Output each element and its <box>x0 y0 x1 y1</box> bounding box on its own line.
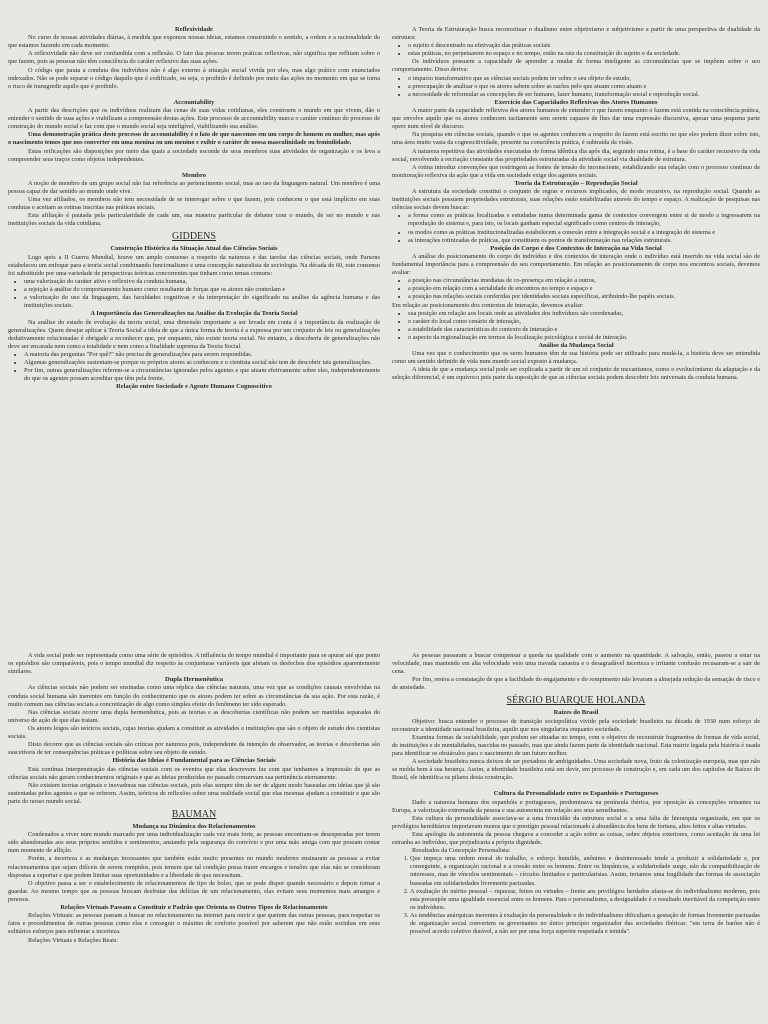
list-item: • o impacto transformativo que as ciências sociais podem ter sobre o seu objeto de estudo, <box>408 75 760 83</box>
paragraph: A sociedade brasileira nunca deixou de ser portadora de ambiguidades. Uma sociedade nova, fruto da colonização europeia, mas que não se molda bem à sua herança. Assim, a identidade brasileira está em devir, em processo de construção e, em cada um dos capítulos de Raízes do Brasil, ele identifica os pilares desta construção. <box>392 758 760 782</box>
paragraph: A noção de membro de um grupo social não faz referência ao pertencimento social, mas ao uso da linguagem natural. Um membro é uma pessoa capaz de dar sentido ao mundo onde vive. <box>8 179 380 196</box>
paragraph: Objetivo: busca entender o processo de transição sociopolítica vivido pela sociedade brasileira na década de 1930 num esforço de reconstruir a identidade nacional brasileira, aquilo que nos singulariza enquanto sociedade. <box>392 717 760 733</box>
paragraph: A Teoria da Estruturação busca reconceituar o dualismo entre objetivismo e subjetivismo a partir de uma perspectiva de dualidade da estrutura: <box>392 26 760 42</box>
list-item: • a forma como as práticas localizadas e estudadas numa determinada gama de contextos convergem entre si de modo a ingressarem na reprodução do sistema e, para isto, os locais ganham especial significado como centros de interação, <box>408 212 760 228</box>
paragraph: No curso de nossas atividades diárias, à medida que expomos nossas ideias, estamos construindo o sentido, a ordem e a racionalidade do que estamos fazendo em cada momento. <box>8 34 380 50</box>
paragraph: Uma vez afiliados, os membros não tem necessidade de se interrogar sobre o que fazem, pois conhecem o que está implícito em suas condutas e aceitam as rotinas inscritas nas práticas sociais. <box>8 196 380 212</box>
list-item: • o sujeito é descentrado na efetivação das práticas sociais <box>408 42 760 50</box>
list-item: • a posição nas relações sociais conferidas por identidades sociais específicas, atribuindo-lhe papéis sociais. <box>408 293 760 301</box>
subheading: Exercício das Capacidades Reflexivas dos Atores Humanos <box>494 98 658 106</box>
author-title-bauman: BAUMAN <box>171 809 217 820</box>
bullet-list <box>392 212 760 244</box>
paragraph: Uma vez que o conhecimento que os seres humanos têm de sua história pode ser utilizado para mudá-la, a história deve ser entendida como um sentido definido de vida num mundo social exposto à mudança. <box>392 350 760 366</box>
bullet-list <box>392 310 760 342</box>
paragraph: Esta cultura da personalidade associava-se a uma frouxidão da estrutura social e a uma falta de hierarquia organizada, em que os privilégios hereditários importavam menos que o prestígio pessoal relacionado à abundância dos bens de fortuna, altos feitos e altas virtudes. <box>392 814 760 830</box>
list-item: • sua posição em relação aos locais onde as atividades dos indivíduos são coordenadas, <box>408 310 760 318</box>
paragraph: A natureza repetitiva das atividades executadas de forma idêntica dia após dia, seguindo uma rotina, é a base do caráter recursivo da vida social, envolvendo a recriação constante das propriedades estruturadas da atividade social via dualidade de estrutura. <box>392 147 760 163</box>
paragraph: Na análise do estado de evolução da teoria social, uma dimensão importante a ser levada em conta é a importância da realização de generalizações. Quem desejar aplicar à Teoria Social a ideia de que a única forma de teoria é a expressa por um conjunto de leis ou generalizações dedutivamente relacionadas é obrigado a reconhecer que, por enquanto, não existe teoria social. No entanto, a descoberta de generalizações não deve ser encarada nem como a totalidade e nem como a finalidade suprema da Teoria Social. <box>8 318 380 350</box>
subheading: História das Ideias é Fundamental para as Ciências Sociais <box>112 757 276 765</box>
paragraph: Resultados da Concepção Personalista: <box>412 847 511 855</box>
paragraph: A partir das descrições que os indivíduos realizam das cenas de suas vidas cotidianas, eles constroem o mundo em que vivem, dão o entender o sentido de suas ações e viabilizam a compreensão destas ações. Este processo de accountability marca o caráter contínuo do processo de construção do mundo social e faz com que o mundo social seja inteligível, viabilizando sua análise. <box>8 107 380 131</box>
bullet-list <box>392 277 760 301</box>
paragraph: As ciências sociais não podem ser ensinadas como uma réplica das ciências naturais, uma vez que as condições causais envolvidas na conduta social humana são inerentes em função do conhecimento que os atores podem ter sobre as circunstâncias da sua ação. Por esta razão, é muito comum nas ciências sociais a concretização de algo como simples efeito do fenômeno ter sido esperado. <box>8 684 380 708</box>
paragraph: Disto decorre que as ciências sociais são críticas por natureza pois, independente da intenção de observador, as teorias e descobertas são suscetíveis de ter consequências práticas e políticas sobre seu objeto de estudo. <box>8 741 380 757</box>
list-item: • a posição nas circunstâncias imediatas de co-presença em relação a outros, <box>408 277 760 285</box>
paragraph: Os indivíduos possuem a capacidade de aprender a mudar de forma inteligente as circunstâncias que se impõem sobre o seu comportamento. Disso deriva: <box>392 58 760 74</box>
paragraph: A ideia de que a mudança social pode ser explicada a partir de um só conjunto de mecanismos, como o evolucionismo da adaptação e da seleção diferencial, é um equívoco pois parte da suposição de que as ciências sociais podem descobrir leis universais da conduta humana. <box>392 366 760 382</box>
list-item: • Por fim, outras generalizações referem-se a circunstâncias ignoradas pelos agentes e que atuam efetivamente sobre eles, independentemente do que os agentes possam acreditar que têm pela frente. <box>24 367 380 383</box>
paragraph: Dado a natureza humana dos espanhóis e portugueses, predominava na península ibérica, por oposição às concepções reinantes na Europa, a valorização extremada da pessoa e sua autonomia em relação aos seus semelhantes. <box>392 798 760 814</box>
list-item: 3. As tendências anárquicas inerentes à exaltação da personalidade e do individualismo dificultam a gestação de formas livremente pactuadas de organização social convertem os governantes no único princípio organizador das sociedades ibéricas: "em terra de barões não é possível acordo coletivo durável, a não ser por uma força superior respeitada e temida". <box>410 912 760 936</box>
paragraph: Condenados a viver num mundo marcado por uma individualização cada vez mais forte, as pessoas encontram-se desesperadas por terem sido abandonadas aos seus próprios sentidos e sentimentos, ansiando pela segurança do convívio e por uma mão amiga com que possam contar num momento de aflição. <box>8 831 380 855</box>
paragraph: Porém, a incerteza e as mudanças incessantes que também estão muito presentes no mundo moderno ensinaram as pessoas a evitar relacionamentos que sejam difíceis de serem rompidos, pois temem que tal condição possa trazer encargos e tensões que elas não se consideram dispostas a suportar e que podem limitar suas oportunidades e a liberdade de que necessitam. <box>8 855 380 879</box>
subheading: Relações Virtuais Passam a Constituir o Padrão que Orienta os Outros Tipos de Relacionamento <box>60 904 328 912</box>
numbered-list <box>392 855 760 936</box>
paragraph: A maior parte da capacidade reflexiva dos atores humanos de entender o que fazem enquanto o fazem está contida na consciência prática, que envolve aquilo que os atores conhecem tacitamente sem serem capazes de lhes dar uma expressão discursiva, apesar uma pequena parte opere num nível de discurso. <box>392 107 760 131</box>
list-item: • a preocupação de analisar o que os atores sabem sobre as razões pelo que atuam como atuam e <box>408 83 760 91</box>
list-item: • a posição em relação com a serialidade de encontros no tempo e espaço e <box>408 285 760 293</box>
paragraph: Estas reificações são disposições por meio das quais a sociedade esconde de seus membros suas atividades de organização e os leva a compreender seus traços como objetos independentes. <box>8 147 380 163</box>
subheading: Cultura da Personalidade entre os Espanhóis e Portugueses <box>493 790 659 798</box>
list-item: • o caráter do local como cenário de interação, <box>408 318 760 326</box>
heading-accountability: Accountability <box>173 98 215 106</box>
paragraph: Não existem teorias originais e inovadoras nas ciências sociais, pois elas sempre têm de ser de algum modo baseadas em ideias que já são sustentadas pelos agentes a que se referem. Assim, teóricos de reflexões sobre uma realidade social que elas mesmas ajudam a constituir e que são parte do nosso mundo social. <box>8 781 380 805</box>
paragraph: Esta apologia da autonomia da pessoa chegava a conceder a ação sobre as coisas, sobre objetos exteriores, como aceitação da uma lei estranha ao indivíduo, que prejudicaria a própria dignidade. <box>392 831 760 847</box>
paragraph: Examina formas da sociabilidade, que podem ser situadas no tempo, com o objetivo de reconstruir fragmentos de formas de vida social, de instituições e de mentalidades, nascidas no passado, mas que ainda fazem parte da identidade nacional. Esta matriz legada pela história é usada para identificar os obstáculos para o nascimento de um futuro melhor. <box>392 733 760 758</box>
column-right-bottom <box>392 652 760 1024</box>
list-item: • uma valorização do caráter ativo e reflexivo da conduta humana, <box>24 278 380 286</box>
bullet-list <box>392 42 760 58</box>
list-item: • Algumas generalizações sustentam-se porque os próprios atores as conhecem e o cientista social não tem de descobrir tais generalizações. <box>24 359 380 367</box>
paragraph: Na pesquisa em ciências sociais, quando o que os agentes conhecem a respeito do fazem está escrito no que eles podem dizer sobre isto, uma área muito vasta da cognoscitividade, presente na consciência prática, é subtraída da visão. <box>392 131 760 147</box>
author-title-sergio: SÉRGIO BUARQUE HOLANDA <box>506 695 646 707</box>
author-title-giddens: GIDDENS <box>172 231 216 243</box>
subheading: Análise da Mudança Social <box>538 341 614 349</box>
paragraph: A rotina introduz convenções que restringem as fontes de tensão do inconsciente, estabilizando sua relação com o processo contínuo de monitoração reflexiva da ação que a vida em sociedade exige dos agentes sociais. <box>392 163 760 179</box>
list-item: • A maioria das perguntas "Por quê?" não precisa de generalizações para serem respondidas. <box>24 351 380 359</box>
list-item: • a estabilidade das características do contexto de interação e <box>408 326 760 334</box>
bullet-list <box>8 278 380 310</box>
paragraph: A análise do posicionamento do corpo do indivíduo e dos contextos de interação onde o indivíduo está inserido na vida social são de fundamental importância para a compreensão do seu comportamento. Em relação ao posicionamento de corpo nos encontros sociais, devemos avaliar: <box>392 252 760 277</box>
heading-membro: Membro <box>181 171 207 179</box>
list-item: 2. A exaltação do mérito pessoal – riquezas, feitos ou virtudes – frente aos privilégios herdados afasta-se do individualismo moderno, pois esta pressupõe uma igualdade essencial entre os homens. Para o personalismo, a desigualdade é o resultado inevitável da competição entre os indivíduos. <box>410 888 760 912</box>
paragraph: Esta afiliação é pautada pela particularidade de cada um, sua maneira particular de debater com o mundo, de ser no mundo e nas instituições sociais da vida cotidiana. <box>8 212 380 228</box>
column-right-top <box>392 26 760 526</box>
list-item: • as interações rotinizadas de práticas, que constituem os pontos de transformação nas relações estruturais. <box>408 237 760 245</box>
subheading: Mudança na Dinâmica dos Relacionamentos <box>132 823 256 830</box>
list-item: • estas práticas, no perpetuarem no espaço e no tempo, estão na raiz da constituição do sujeito e da sociedade. <box>408 50 760 58</box>
paragraph: Em relação ao posicionamento dos contextos de interação, devemos avaliar: <box>392 301 584 309</box>
list-item: • a rejeição à análise do comportamento humano como resultante de forças que os atores não controlam e <box>24 286 380 294</box>
paragraph: Por fim, restou a constatação de que a facilidade do engajamento e do rompimento não levaram a almejada redução da sensação de risco e de ansiedade. <box>392 676 760 692</box>
list-item: • os modos como as práticas institucionalizadas estabelecem a conexão entre a integração social e a integração do sistema e <box>408 229 760 237</box>
paragraph: Relações Virtuais: as pessoas passam a buscar no relacionamento na internet para ouvir e que querem das outras pessoas, para respeitar os fatos e procedimentos de outras pessoas como elas e conseguir o máximo de conforto possível por saberem que não estão sozinhas em seus solitários esforços para enfrentar a incerteza. <box>8 912 380 936</box>
paragraph: Relações Virtuais e Relações Reais: <box>28 936 119 944</box>
subheading: A Importância das Generalizações na Análise da Evolução da Teoria Social <box>90 310 298 318</box>
subheading: Relação entre Sociedade e Agente Humano Cognoscitivo <box>116 383 272 391</box>
heading-reflexividade: Reflexividade <box>175 26 213 33</box>
subheading: Teoria da Estruturação – Reprodução Social <box>514 179 638 187</box>
bullet-list <box>8 351 380 383</box>
paragraph: A reflexividade não deve ser confundida com a reflexão. O fato das pessoas terem práticas reflexivas, não significa que reflitam sobre o que fazem, pois as pessoas não têm consciência do caráter reflexivo das suas ações. <box>8 50 380 66</box>
list-item: • a necessidade de reformular as concepções de ser humano, fazer humano, transformação social e reprodução social. <box>408 91 760 99</box>
paragraph: Nas ciências sociais ocorre uma dupla hermenêutica, pois as teorias e as descobertas científicas não podem ser mantidas separadas do universo de ação de que elas tratam. <box>8 708 380 724</box>
column-left-bottom <box>8 652 380 1024</box>
list-item: • o aspecto da regionalização em termos da localização psicológica e social de interação. <box>408 334 760 342</box>
subheading: Construção Histórica da Situação Atual das Ciências Sociais <box>110 245 278 253</box>
paragraph: Uma demonstração prática deste processo de accountability é o fato de que nascemos em um corpo de homem ou mulher, mas após o nascimento temos que nos converter em uma menina ou um menino e exibir o caráter de nossa masculinidade ou feminilidade. <box>8 131 380 147</box>
paragraph: Esta contínua interpenetração das ciências sociais com os eventos que elas descrevem faz com que tenhamos a impressão de que as ciências sociais não geram conhecimentos originais e que as ideias produzidas no passado conservam sua pertinência eternamente. <box>8 765 380 781</box>
paragraph: Os atores leigos são teóricos sociais, cujas teorias ajudam a constituir as atividades e instituições que são o objeto de estudo dos cientistas sociais. <box>8 724 380 741</box>
bullet-list <box>392 75 760 99</box>
paragraph: Logo após a II Guerra Mundial, houve um amplo consenso a respeito da natureza e das tarefas das ciências sociais, onde Parsons estabeleceu um enfoque para a teoria social combinando funcionalismo e uma concepção naturalista de sociologia. Na década de 60, este consenso foi substituído por uma variedade de perspectivas teóricas concorrentes que tinham como temas comuns: <box>8 253 380 277</box>
paragraph: A estrutura da sociedade constitui o conjunto de regras e recursos implicados, de modo recursivo, na reprodução social. Quando as instituições sociais possuem propriedades estruturais, suas relações estão estabilizadas através do tempo e espaço. A realização de pesquisas nas ciências sociais devem buscar: <box>392 188 760 212</box>
paragraph: O código que pauta a conduta dos indivíduos não é algo externo à situação social vivida por eles, mas algo prático com enunciados indexados. Não se pode separar o código daquilo que é codificado, ou seja, o proibido é definido por meio das ações no momento em que se torna o risco de transgredir aquilo que é proibido. <box>8 66 380 90</box>
subheading: Posição do Corpo e dos Contextos de Interação na Vida Social <box>490 244 662 252</box>
column-left-top <box>8 26 380 526</box>
subheading: Raízes do Brasil <box>553 709 599 717</box>
subheading: Dupla Hermenêutica <box>165 676 223 684</box>
list-item: 1. Que impeça uma ordem moral do trabalho, o esforço humilde, anônimo e desinteressado tende a produzir a solidariedade e, por conseguinte, a organização racional e a coesão entre os homens. Entre os hispânicos, a solidariedade surge, não da compatibilização de interesses, mas de vínculos sentimentais – círculos limitados e particularistas. Assim, teriamos uma fragilidade das formas de associação baseadas em solidariedades livremente pactuadas. <box>410 855 760 887</box>
paragraph: O objetivo passa a ser o estabelecimento de relacionamentos de tipo de bolso, que se pode dispor quando necessário e depois tornar a guardar. Ao mesmo tempo que as pessoas buscam desfrutar das delícias de um relacionamento, elas evitam seus momentos mais amargos e penosos. <box>8 879 380 903</box>
paragraph: As pessoas passaram a buscar compensar a queda na qualidade com o aumento na quantidade. A salvação, então, passou a estar na velocidade, mas mantendo em alta velocidade veio uma travada canastra e o desagradável incerteza e irritante confusão recusaram-se a sair de cena. <box>392 652 760 676</box>
list-item: • a valorização do uso da linguagem, das faculdades cognitivas e da interpretação do significado na análise da agência humana e das instituições sociais. <box>24 294 380 310</box>
paragraph: A vida social pode ser representada como uma série de episódios. A influência do tempo mundial é importante para se apurar até que ponto os episódios são comparáveis, pois o tempo mundial diz respeito às conjunturas variáveis que afetam os desfechos dos episódios aparentemente similares. <box>8 652 380 676</box>
